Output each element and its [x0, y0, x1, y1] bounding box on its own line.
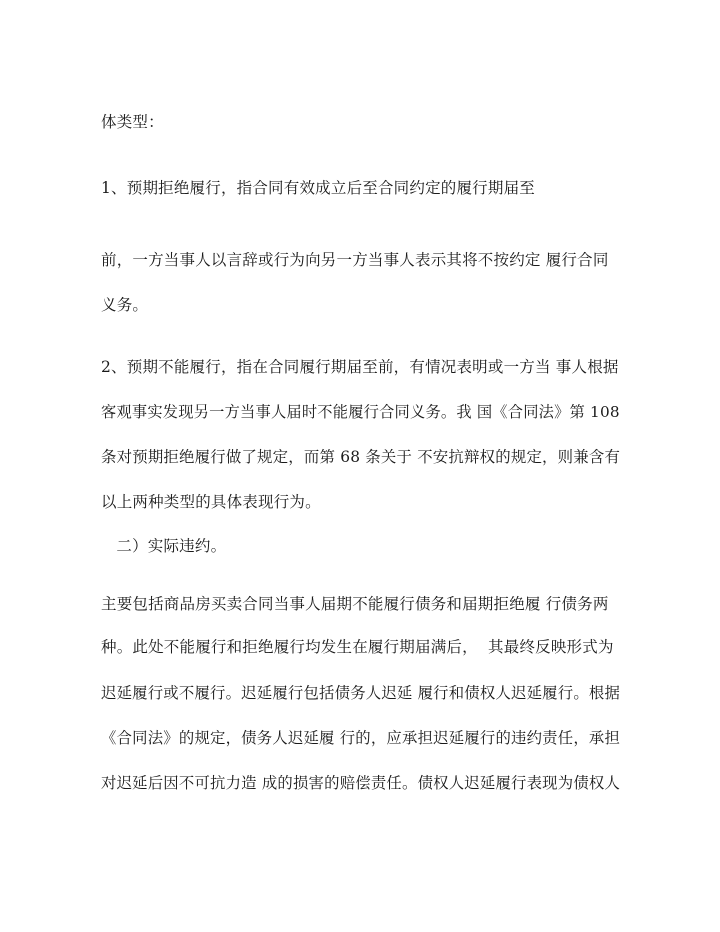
- text-line: 2、预期不能履行，指在合同履行期届至前，有情况表明或一方当 事人根据: [101, 358, 619, 376]
- text-line: 迟延履行或不履行。迟延履行包括债务人迟延 履行和债权人迟延履行。根据: [101, 684, 621, 702]
- text-line: 主要包括商品房买卖合同当事人届期不能履行债务和届期拒绝履 行债务两: [101, 595, 609, 613]
- text-line: 条对预期拒绝履行做了规定，而第 68 条关于 不安抗辩权的规定，则兼含有: [101, 448, 621, 466]
- text-line: 以上两种类型的具体表现行为。: [101, 493, 321, 511]
- text-line: 体类型：: [101, 113, 164, 131]
- text-line: 1、预期拒绝履行，指合同有效成立后至合同约定的履行期届至: [101, 179, 535, 197]
- text-line: 客观事实发现另一方当事人届时不能履行合同义务。我 国《合同法》第 108: [101, 403, 620, 421]
- text-line: 种。此处不能履行和拒绝履行均发生在履行期届满后， 其最终反映形式为: [101, 638, 614, 656]
- text-line: 前，一方当事人以言辞或行为向另一方当事人表示其将不按约定 履行合同: [101, 251, 609, 269]
- text-line: 对迟延后因不可抗力造 成的损害的赔偿责任。债权人迟延履行表现为债权人: [101, 774, 621, 792]
- text-line: 《合同法》的规定，债务人迟延履 行的，应承担迟延履行的违约责任，承担: [101, 729, 621, 747]
- text-line: 义务。: [101, 296, 149, 314]
- text-line: 二）实际违约。: [101, 537, 227, 555]
